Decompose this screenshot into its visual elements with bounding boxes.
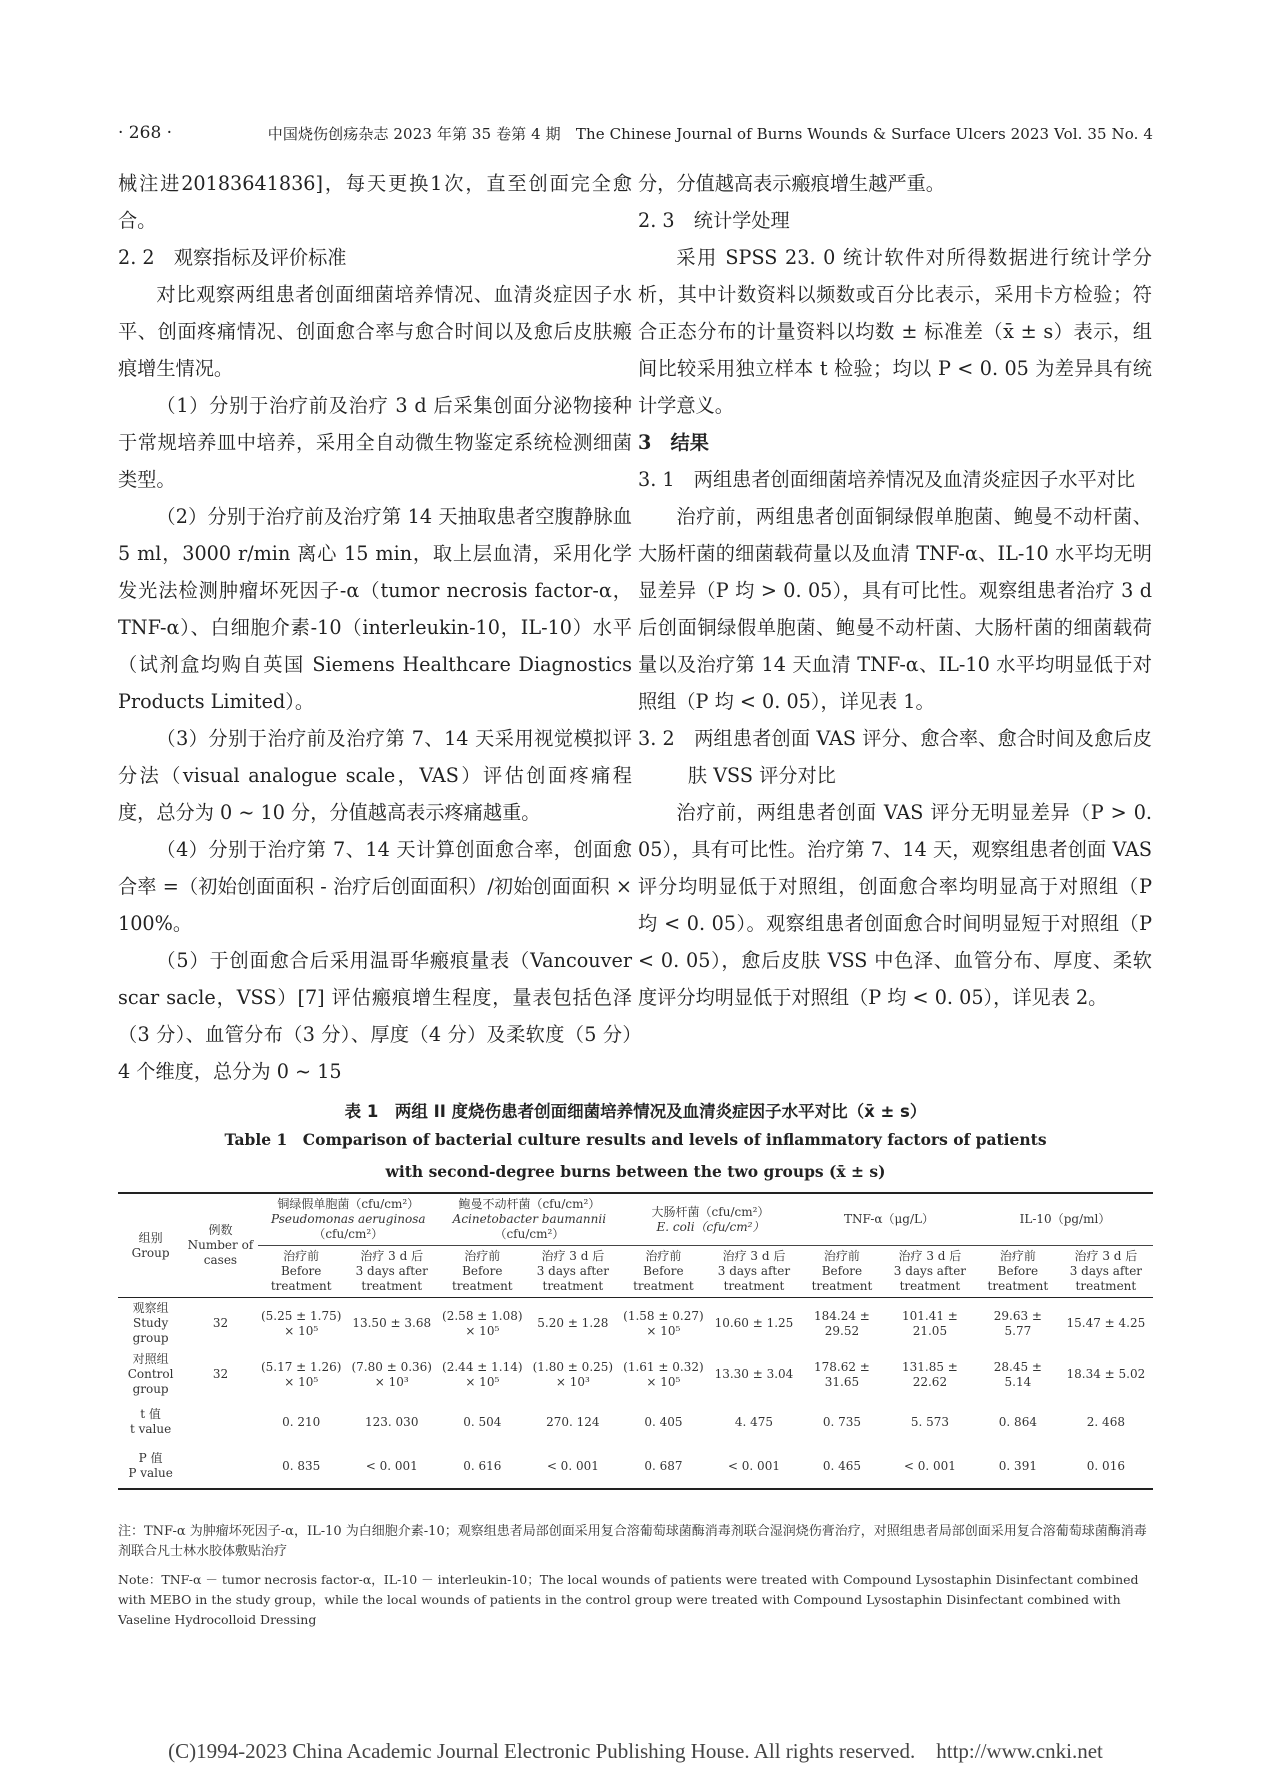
row-group-cn: P 值 bbox=[138, 1451, 163, 1465]
after-en: 3 days after treatment bbox=[893, 1264, 967, 1293]
row-group-en: P value bbox=[128, 1466, 173, 1480]
pseudomonas-header-cn: 铜绿假单胞菌（cfu/cm²） bbox=[277, 1197, 420, 1211]
after-header bbox=[707, 1246, 801, 1298]
table-cell: 123. 030 bbox=[365, 1414, 419, 1429]
table-cell: < 0. 001 bbox=[707, 1444, 801, 1489]
before-en: Before treatment bbox=[270, 1264, 332, 1293]
group-header bbox=[118, 1193, 183, 1298]
after-en: 3 days after treatment bbox=[717, 1264, 791, 1293]
row-group-en: t value bbox=[129, 1422, 172, 1436]
before-cn: 治疗前 bbox=[823, 1249, 860, 1263]
table-cell: 5. 573 bbox=[910, 1414, 949, 1429]
table-row bbox=[118, 1400, 1153, 1444]
cases-header bbox=[183, 1193, 258, 1298]
row-cases-cell bbox=[183, 1444, 258, 1489]
acinetobacter-header bbox=[439, 1193, 620, 1246]
pseudomonas-header bbox=[258, 1193, 439, 1246]
acinetobacter-header-cn: 鲍曼不动杆菌（cfu/cm²） bbox=[458, 1197, 601, 1211]
acinetobacter-unit: （cfu/cm²） bbox=[494, 1227, 565, 1241]
left-column bbox=[118, 165, 632, 1090]
table-cell: 15.47 ± 4.25 bbox=[1059, 1298, 1153, 1350]
table-cell: 13.50 ± 3.68 bbox=[345, 1298, 439, 1350]
page-number: · 268 · bbox=[118, 123, 173, 143]
table-cell: 178.62 ± 31.65 bbox=[814, 1359, 870, 1389]
group-header-en: Group bbox=[131, 1245, 170, 1260]
paragraph: （2）分别于治疗前及治疗第 14 天抽取患者空腹静脉血 5 ml，3000 r/min 离心 15 min，取上层血清，采用化学发光法检测肿瘤坏死因子-α（tumor necrosis factor-α，TNF-α）、白细胞介素-10（interleukin-10，IL-10）水平（试剂盒均购自英国 Siemens Healthcare Diagnostics Products Limited）。 bbox=[118, 505, 632, 713]
row-group-cell bbox=[118, 1298, 183, 1350]
table-cell: 28.45 ± 5.14 bbox=[993, 1359, 1042, 1389]
table-cell: 0. 210 bbox=[282, 1414, 321, 1429]
ecoli-header-en: E. coli（cfu/cm²） bbox=[656, 1219, 765, 1234]
table-caption-cn: 表 1 两组 II 度烧伤患者创面细菌培养情况及血清炎症因子水平对比（x̄ ± s） bbox=[344, 1102, 927, 1121]
after-cn: 治疗 3 d 后 bbox=[722, 1249, 786, 1263]
table-cell: < 0. 001 bbox=[345, 1444, 439, 1489]
table-row bbox=[118, 1444, 1153, 1489]
pseudomonas-unit: （cfu/cm²） bbox=[313, 1227, 384, 1241]
tnf-header: TNF-α（μg/L） bbox=[801, 1193, 977, 1246]
before-header bbox=[620, 1246, 707, 1298]
table-cell: (1.61 ± 0.32) × 10⁵ bbox=[623, 1359, 704, 1389]
section-heading: 3. 1 两组患者创面细菌培养情况及血清炎症因子水平对比 bbox=[638, 468, 1136, 491]
before-en: Before treatment bbox=[987, 1264, 1049, 1293]
table-cell: 0. 504 bbox=[463, 1414, 502, 1429]
before-header bbox=[801, 1246, 883, 1298]
before-cn: 治疗前 bbox=[283, 1249, 320, 1263]
after-header bbox=[345, 1246, 439, 1298]
after-header bbox=[883, 1246, 977, 1298]
before-cn: 治疗前 bbox=[999, 1249, 1036, 1263]
group-header-cn: 组别 bbox=[138, 1230, 163, 1245]
paragraph: 治疗前，两组患者创面铜绿假单胞菌、鲍曼不动杆菌、大肠杆菌的细菌载荷量以及血清 TNF-α、IL-10 水平均无明显差异（P 均 > 0. 05），具有可比性。观察组患者治疗 3 d 后创面铜绿假单胞菌、鲍曼不动杆菌、大肠杆菌的细菌载荷量以及治疗第 14 天血清 TNF-α、IL-10 水平均明显低于对照组（P 均 < 0. 05），详见表 1。 bbox=[638, 505, 1152, 713]
paragraph: （3）分别于治疗前及治疗第 7、14 天采用视觉模拟评分法（visual analogue scale，VAS）评估创面疼痛程度，总分为 0 ~ 10 分，分值越高表示疼痛越重。 bbox=[118, 727, 632, 824]
table-cell: (5.17 ± 1.26) × 10⁵ bbox=[260, 1359, 342, 1389]
after-cn: 治疗 3 d 后 bbox=[1074, 1249, 1138, 1263]
ecoli-header bbox=[620, 1193, 801, 1246]
row-cases-cell: 32 bbox=[183, 1298, 258, 1350]
after-header bbox=[1059, 1246, 1153, 1298]
table-cell: (2.44 ± 1.14) × 10⁵ bbox=[442, 1359, 523, 1389]
row-group-en: Study group bbox=[132, 1316, 169, 1345]
table-cell: 0. 835 bbox=[258, 1444, 345, 1489]
right-column bbox=[638, 165, 1152, 1016]
before-header bbox=[439, 1246, 526, 1298]
after-en: 3 days after treatment bbox=[1069, 1264, 1143, 1293]
paragraph: 分，分值越高表示瘢痕增生越严重。 bbox=[638, 172, 945, 195]
row-group-cn: 观察组 bbox=[132, 1301, 169, 1315]
table-cell: 29.63 ± 5.77 bbox=[977, 1298, 1059, 1350]
table-cell: (1.80 ± 0.25) × 10³ bbox=[532, 1359, 614, 1389]
paragraph: （4）分别于治疗第 7、14 天计算创面愈合率，创面愈合率 =（初始创面面积 - 治疗后创面面积）/初始创面面积 × 100%。 bbox=[118, 838, 632, 935]
table-cell: 0. 687 bbox=[620, 1444, 707, 1489]
after-en: 3 days after treatment bbox=[536, 1264, 609, 1293]
table-cell: < 0. 001 bbox=[883, 1444, 977, 1489]
ecoli-header-cn: 大肠杆菌（cfu/cm²） bbox=[651, 1204, 770, 1219]
section-heading: 3. 2 两组患者创面 VAS 评分、愈合率、愈合时间及愈后皮肤 VSS 评分对比 bbox=[638, 727, 1152, 787]
before-en: Before treatment bbox=[811, 1264, 873, 1293]
table-note-cn: 注：TNF-α 为肿瘤坏死因子-α，IL-10 为白细胞介素-10；观察组患者局部创面采用复合溶葡萄球菌酶消毒剂联合湿润烧伤膏治疗，对照组患者局部创面采用复合溶葡萄球菌酶消毒剂联合凡士林水胶体敷贴治疗 bbox=[118, 1524, 1147, 1559]
table-caption-en-cont: with second-degree burns between the two groups (x̄ ± s) bbox=[385, 1162, 886, 1181]
table-note-en: Note：TNF-α － tumor necrosis factor-α，IL-10 － interleukin-10；The local wounds of patients were treated with Compound Lysostaphin Disinfectant combined with MEBO in the study group，while the local wounds of patients in the control group were treated with Compound Lysostaphin Disinfectant combined with Vaseline Hydrocolloid Dressing bbox=[118, 1572, 1139, 1627]
table-cell: 5.20 ± 1.28 bbox=[526, 1298, 620, 1350]
before-cn: 治疗前 bbox=[464, 1249, 501, 1263]
paragraph: 采用 SPSS 23. 0 统计软件对所得数据进行统计学分析，其中计数资料以频数或百分比表示，采用卡方检验；符合正态分布的计量资料以均数 ± 标准差（x̄ ± s）表示，组间比较采用独立样本 t 检验；均以 P < 0. 05 为差异具有统计学意义。 bbox=[638, 246, 1152, 417]
copyright-footer: (C)1994-2023 China Academic Journal Electronic Publishing House. All rights reserved. http://www.cnki.net bbox=[168, 1739, 1103, 1763]
journal-header: 中国烧伤创疡杂志 2023 年第 35 卷第 4 期 The Chinese Journal of Burns Wounds & Surface Ulcers 2023 Vol. 35 No. 4 bbox=[267, 124, 1153, 143]
after-cn: 治疗 3 d 后 bbox=[898, 1249, 962, 1263]
table-cell: 184.24 ± 29.52 bbox=[801, 1298, 883, 1350]
section-heading: 2. 2 观察指标及评价标准 bbox=[118, 246, 347, 269]
before-header bbox=[977, 1246, 1059, 1298]
row-group-cell bbox=[118, 1400, 183, 1444]
after-header bbox=[526, 1246, 620, 1298]
table-cell: 0. 735 bbox=[822, 1414, 862, 1429]
before-cn: 治疗前 bbox=[645, 1249, 682, 1263]
section-heading: 3 结果 bbox=[638, 431, 709, 454]
after-cn: 治疗 3 d 后 bbox=[541, 1249, 605, 1263]
paragraph: 械注进20183641836]，每天更换1次，直至创面完全愈合。 bbox=[118, 172, 632, 232]
row-cases-cell bbox=[183, 1400, 258, 1444]
table-cell: 0. 391 bbox=[977, 1444, 1059, 1489]
table-cell: 10.60 ± 1.25 bbox=[707, 1298, 801, 1350]
table-cell: 0. 405 bbox=[644, 1414, 683, 1429]
before-header bbox=[258, 1246, 345, 1298]
paragraph: 治疗前，两组患者创面 VAS 评分无明显差异（P > 0. 05），具有可比性。治疗第 7、14 天，观察组患者创面 VAS 评分均明显低于对照组，创面愈合率均明显高于对照组（P 均 < 0. 05）。观察组患者创面愈合时间明显短于对照组（P < 0. 05），愈后皮肤 VSS 中色泽、血管分布、厚度、柔软度评分均明显低于对照组（P 均 < 0. 05），详见表 2。 bbox=[638, 801, 1152, 1009]
table-cell: 13.30 ± 3.04 bbox=[714, 1367, 794, 1381]
row-cases-cell: 32 bbox=[212, 1367, 229, 1381]
cases-header-en: Number of cases bbox=[187, 1238, 254, 1267]
table-cell: 270. 124 bbox=[546, 1414, 600, 1429]
table-caption-en: Table 1 Comparison of bacterial culture results and levels of inflammatory factors of patients bbox=[224, 1130, 1047, 1149]
acinetobacter-header-en: Acinetobacter baumannii bbox=[452, 1212, 607, 1226]
table-row bbox=[118, 1298, 1153, 1350]
table-cell: 0. 616 bbox=[439, 1444, 526, 1489]
row-group-en: Control group bbox=[127, 1367, 174, 1396]
paragraph: （1）分别于治疗前及治疗 3 d 后采集创面分泌物接种于常规培养皿中培养，采用全自动微生物鉴定系统检测细菌类型。 bbox=[118, 394, 632, 491]
table-cell: (2.58 ± 1.08) × 10⁵ bbox=[439, 1298, 526, 1350]
table-row bbox=[118, 1349, 1153, 1400]
paragraph: 对比观察两组患者创面细菌培养情况、血清炎症因子水平、创面疼痛情况、创面愈合率与愈合时间以及愈后皮肤瘢痕增生情况。 bbox=[118, 283, 632, 380]
running-header bbox=[118, 118, 1153, 148]
table-cell: < 0. 001 bbox=[526, 1444, 620, 1489]
paragraph: （5）于创面愈合后采用温哥华瘢痕量表（Vancouver scar sacle，VSS）[7] 评估瘢痕增生程度，量表包括色泽（3 分）、血管分布（3 分）、厚度（4 分）及柔软度（5 分）4 个维度，总分为 0 ~ 15 bbox=[118, 949, 632, 1083]
table-cell: (7.80 ± 0.36) × 10³ bbox=[351, 1359, 432, 1389]
row-group-cn: 对照组 bbox=[132, 1352, 169, 1366]
results-table bbox=[118, 1192, 1153, 1490]
after-en: 3 days after treatment bbox=[355, 1264, 428, 1293]
table-cell: 4. 475 bbox=[734, 1414, 774, 1429]
il10-header: IL-10（pg/ml） bbox=[977, 1193, 1153, 1246]
cases-header-cn: 例数 bbox=[208, 1223, 233, 1237]
table-cell: 2. 468 bbox=[1086, 1414, 1125, 1429]
before-en: Before treatment bbox=[451, 1264, 513, 1293]
table-cell: 18.34 ± 5.02 bbox=[1066, 1367, 1146, 1381]
before-en: Before treatment bbox=[633, 1264, 694, 1293]
table-cell: (5.25 ± 1.75) × 10⁵ bbox=[258, 1298, 345, 1350]
table-cell: 131.85 ± 22.62 bbox=[901, 1359, 958, 1389]
table-cell: 0. 016 bbox=[1059, 1444, 1153, 1489]
table-cell: 101.41 ± 21.05 bbox=[883, 1298, 977, 1350]
table-cell: 0. 465 bbox=[801, 1444, 883, 1489]
row-group-cell bbox=[118, 1444, 183, 1489]
table-cell: (1.58 ± 0.27) × 10⁵ bbox=[620, 1298, 707, 1350]
row-group-cn: t 值 bbox=[140, 1407, 161, 1421]
row-group-cell bbox=[118, 1349, 183, 1400]
table-cell: 0. 864 bbox=[998, 1414, 1037, 1429]
section-heading: 2. 3 统计学处理 bbox=[638, 209, 790, 232]
pseudomonas-header-en: Pseudomonas aeruginosa bbox=[270, 1212, 426, 1226]
after-cn: 治疗 3 d 后 bbox=[360, 1249, 424, 1263]
